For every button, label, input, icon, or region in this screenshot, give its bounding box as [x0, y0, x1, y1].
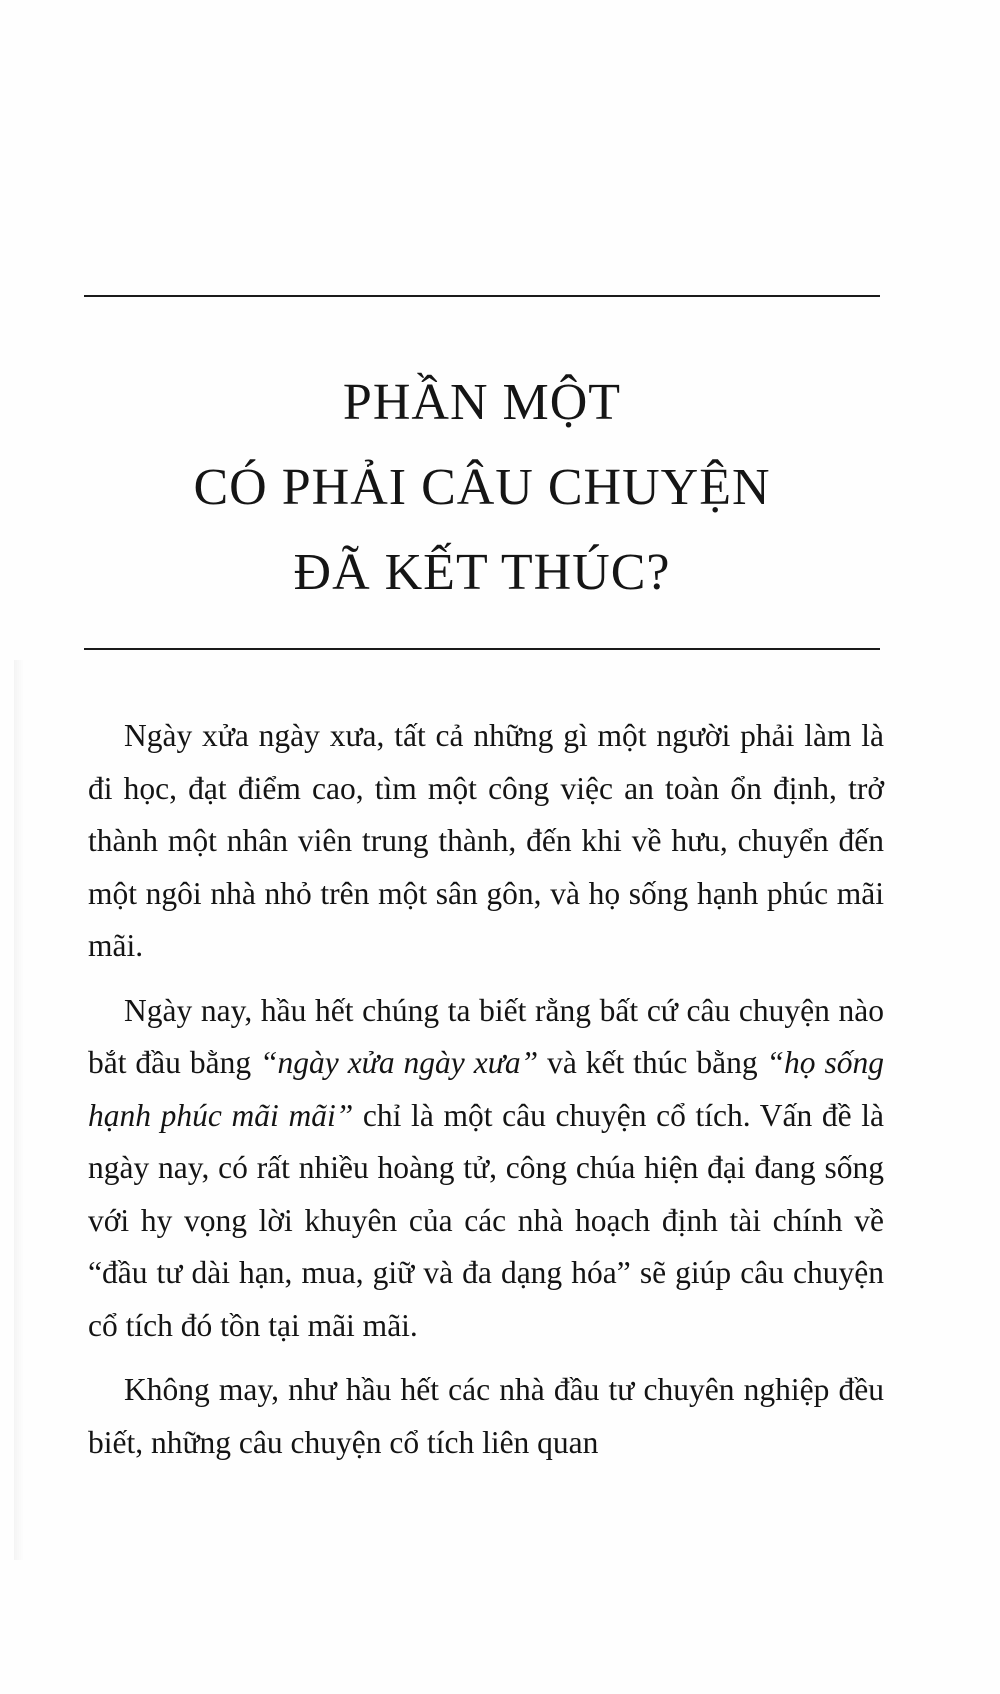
title-line-part: PHẦN MỘT — [342, 374, 622, 431]
bottom-rule — [84, 648, 880, 650]
paragraph-1: Ngày xửa ngày xưa, tất cả những gì một người phải làm là đi học, đạt điểm cao, tìm một công việc an toàn ổn định, trở thành một nhân viên trung thành, đến khi về hưu, chuyển đến một ngôi nhà nhỏ trên một sân gôn, và họ sống hạnh phúc mãi mãi. — [88, 718, 884, 963]
paragraph-2-quote-1: “ngày xửa ngày xưa” — [260, 1045, 539, 1080]
paragraph-2-text-c: và kết thúc bằng — [538, 1045, 767, 1080]
paragraph-2-text-e: chỉ là một câu chuyện cổ tích. Vấn đề là ngày nay, có rất nhiều hoàng tử, công chúa hiện đại đang sống với hy vọng lời khuyên của các nhà hoạch định tài chính về “đầu tư dài hạn, mua, giữ và đa dạng hóa” sẽ giúp câu chuyện cổ tích đó tồn tại mãi mãi. — [88, 1097, 885, 1343]
top-rule — [84, 295, 880, 297]
paragraph-2-quote-2: “họ sống hạnh phúc mãi mãi” — [88, 1045, 884, 1133]
paragraph-2 — [88, 985, 884, 1353]
title-line-question-2: ĐÃ KẾT THÚC? — [293, 544, 671, 601]
chapter-title — [84, 360, 880, 615]
paragraph-3: Không may, như hầu hết các nhà đầu tư chuyên nghiệp đều biết, những câu chuyện cổ tích liên quan — [88, 1372, 884, 1460]
scan-edge-shadow — [14, 660, 24, 1560]
paragraph-2-text-a: Ngày nay, hầu hết chúng ta biết rằng bất cứ câu chuyện nào bắt đầu bằng — [88, 992, 884, 1080]
body-text — [88, 710, 884, 1481]
title-line-question-1: CÓ PHẢI CÂU CHUYỆN — [193, 459, 771, 516]
